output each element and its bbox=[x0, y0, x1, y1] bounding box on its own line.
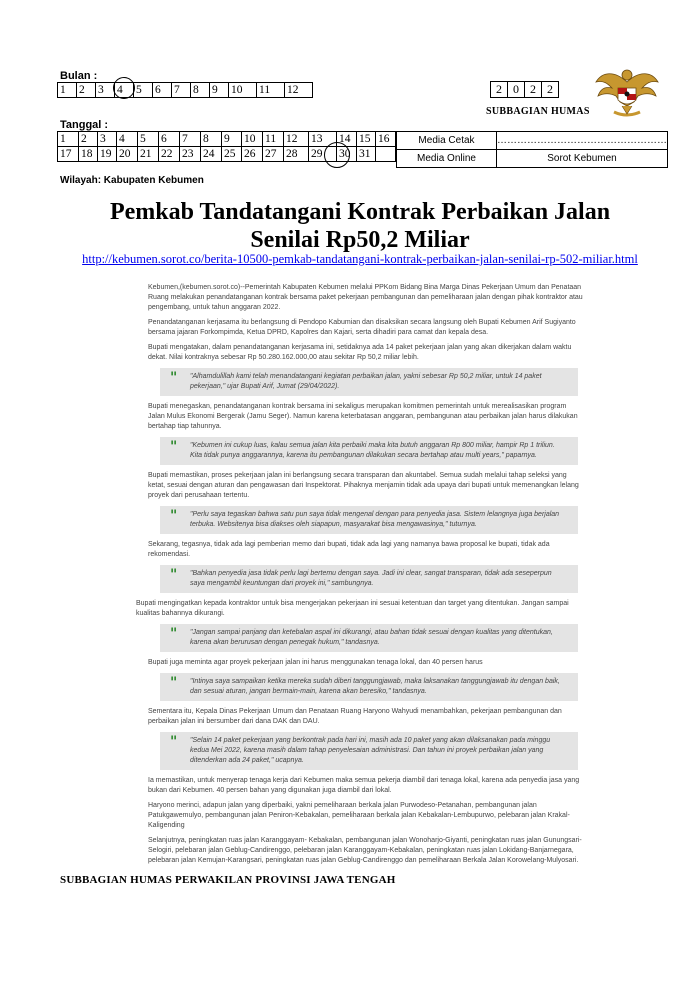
date-cell-selected: 30 bbox=[337, 147, 357, 162]
date-cell: 12 bbox=[284, 132, 309, 147]
month-cell: 10 bbox=[229, 83, 257, 98]
date-cell: 6 bbox=[159, 132, 180, 147]
quote-block bbox=[160, 732, 578, 770]
date-cell: 18 bbox=[79, 147, 98, 162]
date-cell: 15 bbox=[357, 132, 376, 147]
month-cell: 8 bbox=[191, 83, 210, 98]
quote-text: "Kebumen ini cukup luas, kalau semua jalan kita perbaiki maka kita butuh anggaran Rp 800 miliar, hampir Rp 1 triliun. Kita tidak punya anggarannya, karena itu pembangunan dilakukan secara bertahap atau multi years," paparnya. bbox=[190, 442, 555, 459]
date-cell: 1 bbox=[58, 132, 79, 147]
month-cell: 5 bbox=[134, 83, 153, 98]
article-body bbox=[136, 283, 584, 871]
quote-text: "Jangan sampai panjang dan ketebalan aspal ini dikurangi, atau bahan tidak sesuai dengan kualitas yang ditentukan, karena akan berurusan dengan penegak hukum," tandasnya. bbox=[190, 629, 553, 646]
paragraph: Bupati juga meminta agar proyek pekerjaan jalan ini harus menggunakan tenaga lokal, dan 40 persen harus bbox=[148, 659, 483, 666]
quote-mark-icon: " bbox=[170, 626, 178, 642]
year-boxes bbox=[490, 81, 559, 98]
paragraph: Haryono merinci, adapun jalan yang diperbaiki, yakni pemeliharaan berkala jalan Purwodeso-Petanahan, pembangunan jalan Patukgawemulyo, pembangunan jalan Peniron-Kebakalan, pemeliharaan berkala jalan Kebakalan-Lembupurwo, pelebaran jalan Krakal-Kaligending bbox=[148, 802, 570, 829]
paragraph: Penandatanganan kerjasama itu berlangsung di Pendopo Kabumian dan disaksikan secara langsung oleh Bupati Kebumen Arif Sugiyanto bersama jajaran Forkompimda, Ketua DPRD, Kapolres dan Kajari, serta dihadiri para camat dan kepala desa. bbox=[148, 319, 576, 336]
date-cell: 13 bbox=[309, 132, 337, 147]
quote-block bbox=[160, 565, 578, 593]
quote-mark-icon: " bbox=[170, 370, 178, 386]
paragraph: Ia memastikan, untuk menyerap tenaga kerja dari Kebumen maka semua pekerja diambil dari tenaga lokal, karena ada penyedia jasa yang bukan dari Kebumen. 40 persen bahan yang digunakan juga diambil dari lokal. bbox=[148, 777, 580, 794]
month-cell: 7 bbox=[172, 83, 191, 98]
date-cell: 4 bbox=[117, 132, 138, 147]
date-cell: 10 bbox=[242, 132, 263, 147]
selected-date-circle bbox=[324, 142, 350, 168]
date-cell: 9 bbox=[222, 132, 242, 147]
source-url-link[interactable]: http://kebumen.sorot.co/berita-10500-pemkab-tandatangani-kontrak-perbaikan-jalan-senilai-rp-502-miliar.html bbox=[82, 252, 638, 266]
paragraph: Bupati memastikan, proses pekerjaan jalan ini berlangsung secara transparan dan akuntabel. Semua sudah melalui tahap seleksi yang ketat, sesuai dengan aturan dan pengawasan dari Inspektorat. Pihaknya menjamin tidak ada upaya dari bupati untuk memenangkan lelang proyek dari perusahaan tertentu. bbox=[148, 472, 579, 499]
date-cell: 16 bbox=[376, 132, 396, 147]
date-cell: 23 bbox=[180, 147, 201, 162]
media-online-label: Media Online bbox=[397, 150, 497, 168]
media-table bbox=[396, 131, 668, 168]
month-cell-selected: 4 bbox=[115, 83, 134, 98]
year-digit: 0 bbox=[508, 82, 525, 98]
quote-text: "Alhamdulillah kami telah menandatangani kegiatan perbaikan jalan, yakni sebesar Rp 50,2 miliar, untuk 14 paket pekerjaan," ujar Bupati Arif, Jumat (29/04/2022). bbox=[190, 373, 542, 390]
garuda-emblem-icon bbox=[594, 62, 660, 126]
paragraph: Sekarang, tegasnya, tidak ada lagi pemberian memo dari bupati, tidak ada lagi yang namanya bawa proposal ke bupati, tidak ada rekomendasi. bbox=[148, 541, 550, 558]
selected-month-circle bbox=[113, 77, 135, 99]
date-cell: 28 bbox=[284, 147, 309, 162]
quote-text: "Bahkan penyedia jasa tidak perlu lagi bertemu dengan saya. Jadi ini clear, sangat transparan, tidak ada seseperpun saya mengambil keuntungan dari proyek ini," sambungnya. bbox=[190, 570, 552, 587]
paragraph: Bupati mengatakan, dalam penandatanganan kerjasama ini, setidaknya ada 14 paket pekerjaan jalan yang akan dikerjakan dalam waktu dekat. Nilai kontraknya sebesar Rp 50.280.162.000,00 atau sekitar Rp 50,2 miliar lebih. bbox=[148, 344, 572, 361]
date-cell: 25 bbox=[222, 147, 242, 162]
date-cell: 24 bbox=[201, 147, 222, 162]
paragraph: Sementara itu, Kepala Dinas Pekerjaan Umum dan Penataan Ruang Haryono Wahyudi menambahkan, pekerjaan pembangunan dan perbaikan jalan ini bersumber dari dana DAK dan DAU. bbox=[148, 708, 562, 725]
date-cell: 11 bbox=[263, 132, 284, 147]
quote-mark-icon: " bbox=[170, 439, 178, 455]
month-cell: 11 bbox=[257, 83, 285, 98]
subbagian-label: SUBBAGIAN HUMAS bbox=[486, 106, 590, 117]
media-online-value: Sorot Kebumen bbox=[497, 150, 668, 168]
quote-block bbox=[160, 368, 578, 396]
date-cell: 7 bbox=[180, 132, 201, 147]
quote-text: "Intinya saya sampaikan ketika mereka sudah diberi tanggungjawab, maka laksanakan tanggungjawab itu dengan baik, dan sesuai aturan, jangan bermain-main, karena akan beresiko," tandasnya. bbox=[190, 678, 560, 695]
month-cell: 1 bbox=[58, 83, 77, 98]
month-cell: 9 bbox=[210, 83, 229, 98]
bulan-label: Bulan : bbox=[60, 70, 98, 82]
bulan-grid bbox=[57, 82, 313, 98]
year-digit: 2 bbox=[542, 82, 559, 98]
quote-mark-icon: " bbox=[170, 675, 178, 691]
month-cell: 6 bbox=[153, 83, 172, 98]
date-cell: 5 bbox=[138, 132, 159, 147]
date-cell: 26 bbox=[242, 147, 263, 162]
quote-block bbox=[160, 437, 578, 465]
date-cell: 8 bbox=[201, 132, 222, 147]
paragraph: Kebumen,(kebumen.sorot.co)--Pemerintah Kabupaten Kebumen melalui PPKom Bidang Bina Marga Dinas Pekerjaan Umum dan Penataan Ruang melakukan penandatanganan kontrak bersama paket pekerjaan pembangunan dan pemeliharaan jalan dengan pihak kontraktor atau pengembang, untuk tahun anggaran 2022. bbox=[148, 284, 583, 311]
date-cell: 20 bbox=[117, 147, 138, 162]
wilayah-label: Wilayah: Kabupaten Kebumen bbox=[60, 175, 204, 186]
month-cell: 3 bbox=[96, 83, 115, 98]
quote-block bbox=[160, 506, 578, 534]
paragraph: Bupati mengingatkan kepada kontraktor untuk bisa mengerjakan pekerjaan ini sesuai ketentuan dan target yang ditentukan. Jangan sampai kualitas bahannya dikurangi. bbox=[136, 600, 569, 617]
date-cell: 19 bbox=[98, 147, 117, 162]
date-cell: 27 bbox=[263, 147, 284, 162]
paragraph: Bupati menegaskan, penandatanganan kontrak bersama ini sekaligus merupakan komitmen pemerintah untuk merealisasikan program Jalan Mulus Ekonomi Bergerak (Jamu Seger). Namun karena keterbatasan anggaran, pembangunan atau perbaikan jalan harus dilakukan bertahap tiap tahunnya. bbox=[148, 403, 578, 430]
quote-text: "Perlu saya tegaskan bahwa satu pun saya tidak mengenal dengan para penyedia jasa. Sistem lelangnya juga berjalan terbuka. Websitenya bisa diakses oleh siapapun, masyarakat bisa mengawasinya," tuturnya. bbox=[190, 511, 560, 528]
year-digit: 2 bbox=[491, 82, 508, 98]
date-cell: 21 bbox=[138, 147, 159, 162]
media-cetak-label: Media Cetak bbox=[397, 132, 497, 150]
quote-block bbox=[160, 673, 578, 701]
date-cell: 17 bbox=[58, 147, 79, 162]
month-cell: 2 bbox=[77, 83, 96, 98]
article-title-line1: Pemkab Tandatangani Kontrak Perbaikan Jalan bbox=[109, 199, 611, 225]
paragraph: Selanjutnya, peningkatan ruas jalan Karanggayam- Kebakalan, pembangunan jalan Wonoharjo-Giyanti, peningkatan ruas jalan Gunungsari-Selogiri, pelebaran jalan Geblug-Candirenggo, pelebaran jalan Karanggayam-Kebakalan, peningkatan ruas jalan Lokidang-Banjarnegara, pelebaran jalan Kemujan-Karangsari, peningkatan ruas jalan Geblug-Candirenggo dan pemeliharaan Berkala Jalan Korowelang-Mulyosari. bbox=[148, 837, 582, 864]
date-cell: 31 bbox=[357, 147, 376, 162]
quote-mark-icon: " bbox=[170, 734, 178, 750]
footer-label: SUBBAGIAN HUMAS PERWAKILAN PROVINSI JAWA TENGAH bbox=[60, 874, 396, 886]
date-cell: 14 bbox=[337, 132, 357, 147]
date-cell: 2 bbox=[79, 132, 98, 147]
quote-mark-icon: " bbox=[170, 508, 178, 524]
tanggal-label: Tanggal : bbox=[60, 119, 109, 131]
date-cell: 29 bbox=[309, 147, 337, 162]
media-cetak-value: …………………………………………… bbox=[497, 132, 668, 150]
month-cell: 12 bbox=[285, 83, 313, 98]
date-cell bbox=[376, 147, 396, 162]
date-cell: 22 bbox=[159, 147, 180, 162]
article-title-line2: Senilai Rp50,2 Miliar bbox=[250, 227, 470, 253]
date-cell: 3 bbox=[98, 132, 117, 147]
year-digit: 2 bbox=[525, 82, 542, 98]
quote-block bbox=[160, 624, 578, 652]
quote-text: "Selain 14 paket pekerjaan yang berkontrak pada hari ini, masih ada 10 paket yang akan dilaksanakan pada minggu kedua Mei 2022, karena masih dalam tahap penyelesaian administrasi. Dan tahun ini proyek perbaikan jalan yang ditenderkan ada 24 paket," ucapnya. bbox=[190, 737, 551, 764]
quote-mark-icon: " bbox=[170, 567, 178, 583]
